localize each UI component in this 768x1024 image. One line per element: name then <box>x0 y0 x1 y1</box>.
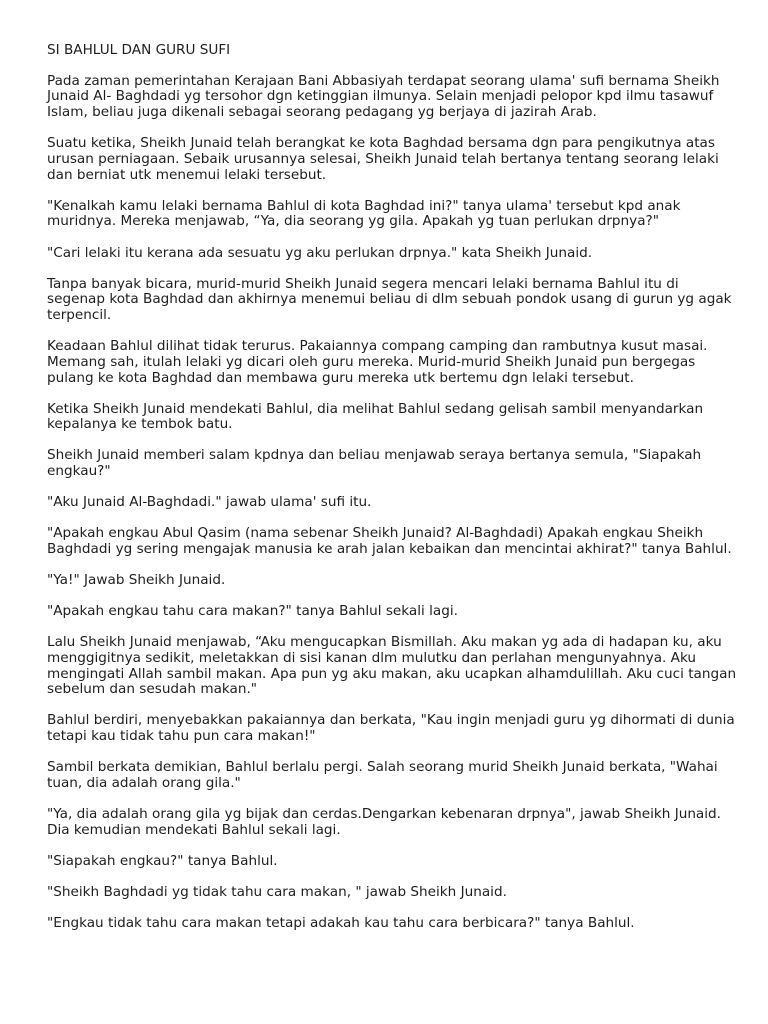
paragraph: Tanpa banyak bicara, murid-murid Sheikh Junaid segera mencari lelaki bernama Bahlul itu di segenap kota Baghdad dan akhirnya menemui beliau di dlm sebuah pondok usang di gurun yg agak terpencil. <box>47 275 732 323</box>
paragraph: "Aku Junaid Al-Baghdadi." jawab ulama' sufi itu. <box>47 494 372 511</box>
paragraph: Sheikh Junaid memberi salam kpdnya dan beliau menjawab seraya bertanya semula, "Siapakah engkau?" <box>47 447 702 480</box>
paragraph: "Sheikh Baghdadi yg tidak tahu cara makan, " jawab Sheikh Junaid. <box>47 883 507 900</box>
paragraph: Pada zaman pemerintahan Kerajaan Bani Abbasiyah terdapat seorang ulama' sufi bernama Sheikh Junaid Al- Baghdadi yg tersohor dgn ketinggian ilmunya. Selain menjadi pelopor kpd ilmu tasawuf Islam, beliau juga dikenali sebagai seorang pedagang yg berjaya di jazirah Arab. <box>47 72 720 121</box>
paragraph: "Apakah engkau Abul Qasim (nama sebenar Sheikh Junaid? Al-Baghdadi) Apakah engkau Sheikh Baghdadi yg sering mengajak manusia ke arah jalan kebaikan dan mencintai akhirat?" tanya Bahlul. <box>47 525 732 557</box>
document-title: SI BAHLUL DAN GURU SUFI <box>47 42 231 58</box>
paragraph: "Ya, dia adalah orang gila yg bijak dan cerdas.Dengarkan kebenaran drpnya", jawab Sheikh Junaid. Dia kemudian mendekati Bahlul sekali lagi. <box>47 806 721 838</box>
paragraph: "Siapakah engkau?" tanya Bahlul. <box>47 852 278 869</box>
paragraph: "Engkau tidak tahu cara makan tetapi adakah kau tahu cara berbicara?" tanya Bahlul. <box>47 915 635 932</box>
paragraph: Lalu Sheikh Junaid menjawab, “Aku mengucapkan Bismillah. Aku makan yg ada di hadapan ku, aku menggigitnya sedikit, meletakkan di sisi kanan dlm mulutku dan perlahan mengunyahnya. Aku mengingati Allah sambil makan. Apa pun yg aku makan, aku ucapkan alhamdulillah. Aku cuci tangan sebelum dan sesudah makan." <box>47 634 737 698</box>
paragraph: Ketika Sheikh Junaid mendekati Bahlul, dia melihat Bahlul sedang gelisah sambil menyandarkan kepalanya ke tembok batu. <box>47 400 704 433</box>
document-body <box>47 43 737 947</box>
paragraph: Suatu ketika, Sheikh Junaid telah berangkat ke kota Baghdad bersama dgn para pengikutnya atas urusan perniagaan. Sebaik urusannya selesai, Sheikh Junaid telah bertanya tentang seorang lelaki dan berniat utk menemui lelaki tersebut. <box>47 135 719 183</box>
paragraph: "Ya!" Jawab Sheikh Junaid. <box>47 572 226 589</box>
paragraph: Keadaan Bahlul dilihat tidak terurus. Pakaiannya compang camping dan rambutnya kusut masai. Memang sah, itulah lelaki yg dicari oleh guru mereka. Murid-murid Sheikh Junaid pun bergegas pulang ke kota Baghdad dan membawa guru mereka utk bertemu dgn lelaki tersebut. <box>47 338 708 386</box>
paragraph: Bahlul berdiri, menyebakkan pakaiannya dan berkata, "Kau ingin menjadi guru yg dihormati di dunia tetapi kau tidak tahu pun cara makan!" <box>47 712 735 745</box>
paragraph: "Kenalkah kamu lelaki bernama Bahlul di kota Baghdad ini?" tanya ulama' tersebut kpd anak muridnya. Mereka menjawab, “Ya, dia seorang yg gila. Apakah yg tuan perlukan drpnya?" <box>47 197 681 230</box>
paragraph: "Apakah engkau tahu cara makan?" tanya Bahlul sekali lagi. <box>47 603 458 620</box>
paragraph: "Cari lelaki itu kerana ada sesuatu yg aku perlukan drpnya." kata Sheikh Junaid. <box>47 244 593 261</box>
paragraph: Sambil berkata demikian, Bahlul berlalu pergi. Salah seorang murid Sheikh Junaid berkata, "Wahai tuan, dia adalah orang gila." <box>47 759 718 791</box>
